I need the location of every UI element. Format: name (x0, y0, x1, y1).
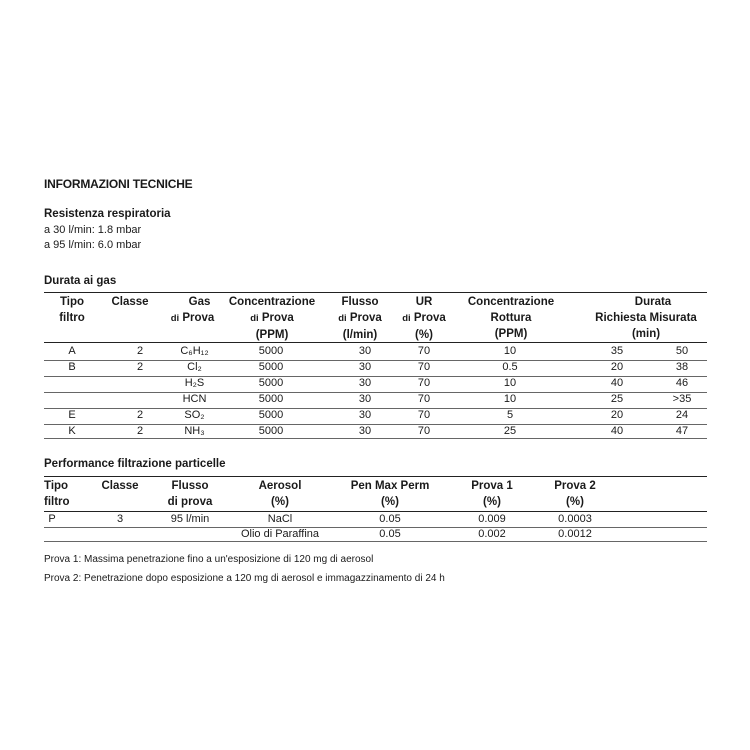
gas-cell-richiesta: 25 (610, 393, 624, 405)
footnote-prova-2: Prova 2: Penetrazione dopo esposizione a 120 mg di aerosol e immagazzinamento di 24 h (44, 573, 445, 584)
gas-cell-rottura: 25 (503, 425, 517, 437)
particle-cell-pen: 0.05 (379, 513, 401, 525)
gas-cell-conc: 5000 (258, 393, 284, 405)
gas-cell-ur: 70 (417, 425, 431, 437)
gas-cell-rottura: 10 (503, 393, 517, 405)
gas-cell-rottura: 5 (506, 409, 514, 421)
gas-header-gas: Gas di Prova (170, 296, 215, 324)
particle-cell-aerosol: Olio di Paraffina (240, 528, 320, 540)
gas-cell-classe: 2 (136, 345, 144, 357)
gas-table-top-rule (44, 292, 707, 293)
gas-cell-richiesta: 20 (610, 409, 624, 421)
particle-cell-aerosol: NaCl (267, 513, 293, 525)
gas-cell-gas: SO₂ (184, 409, 205, 421)
gas-cell-richiesta: 40 (610, 425, 624, 437)
particle-cell-p2: 0.0003 (558, 513, 592, 525)
gas-cell-gas: NH₃ (184, 425, 205, 437)
gas-cell-rottura: 10 (503, 377, 517, 389)
particle-header-tipo: Tipo filtro (44, 480, 70, 508)
particle-table-heading: Performance filtrazione particelle (44, 458, 226, 470)
resistance-line-95: a 95 l/min: 6.0 mbar (44, 239, 142, 251)
gas-cell-tipo: K (68, 425, 76, 437)
gas-header-classe: Classe (111, 296, 149, 308)
gas-cell-gas: H₂S (184, 377, 205, 389)
particle-table-bottom-rule (44, 541, 707, 542)
gas-cell-ur: 70 (417, 361, 431, 373)
gas-cell-gas: C₆H₁₂ (180, 345, 209, 357)
particle-table-top-rule (44, 476, 707, 477)
gas-cell-tipo: B (68, 361, 76, 373)
gas-cell-rottura: 0.5 (502, 361, 518, 373)
gas-header-flusso: Flusso di Prova (l/min) (338, 296, 382, 341)
gas-cell-rottura: 10 (503, 345, 517, 357)
particle-header-flusso: Flusso di prova (167, 480, 213, 508)
gas-header-durata: Durata Richiesta Misurata (min) (595, 296, 697, 340)
gas-cell-ur: 70 (417, 393, 431, 405)
gas-cell-classe: 2 (136, 361, 144, 373)
gas-cell-tipo: A (68, 345, 76, 357)
gas-cell-gas: HCN (182, 393, 207, 405)
gas-cell-misurata: 50 (675, 345, 689, 357)
gas-cell-misurata: 24 (675, 409, 689, 421)
gas-cell-flusso: 30 (358, 425, 372, 437)
gas-cell-flusso: 30 (358, 393, 372, 405)
gas-cell-flusso: 30 (358, 377, 372, 389)
resistance-line-30: a 30 l/min: 1.8 mbar (44, 224, 142, 236)
particle-header-classe: Classe (101, 480, 139, 492)
gas-cell-gas: Cl₂ (187, 361, 202, 373)
particle-cell-p1: 0.009 (478, 513, 506, 525)
gas-cell-ur: 70 (417, 345, 431, 357)
gas-cell-richiesta: 20 (610, 361, 624, 373)
particle-header-prova1: Prova 1 (%) (471, 480, 513, 508)
gas-cell-flusso: 30 (358, 409, 372, 421)
particle-cell-pen: 0.05 (379, 528, 401, 540)
particle-table-header-rule (44, 511, 707, 512)
resistance-heading: Resistenza respiratoria (44, 208, 171, 220)
gas-table-heading: Durata ai gas (44, 275, 117, 287)
gas-cell-classe: 2 (136, 409, 144, 421)
gas-cell-tipo: E (68, 409, 76, 421)
gas-header-ur: UR di Prova (%) (402, 296, 446, 341)
gas-cell-flusso: 30 (358, 345, 372, 357)
gas-cell-conc: 5000 (258, 425, 284, 437)
gas-cell-misurata: 47 (675, 425, 689, 437)
footnote-prova-1: Prova 1: Massima penetrazione fino a un'esposizione di 120 mg di aerosol (44, 554, 374, 565)
page-title: INFORMAZIONI TECNICHE (44, 177, 193, 191)
gas-table-header-rule (44, 342, 707, 343)
gas-header-tipo: Tipo filtro (59, 296, 85, 324)
gas-cell-ur: 70 (417, 377, 431, 389)
gas-cell-richiesta: 40 (610, 377, 624, 389)
gas-header-rottura: Concentrazione Rottura (PPM) (467, 296, 555, 340)
particle-header-aerosol: Aerosol (%) (258, 480, 302, 508)
gas-cell-conc: 5000 (258, 345, 284, 357)
particle-cell-flusso: 95 l/min (170, 513, 210, 525)
gas-cell-conc: 5000 (258, 361, 284, 373)
gas-cell-ur: 70 (417, 409, 431, 421)
gas-cell-conc: 5000 (258, 377, 284, 389)
particle-cell-tipo: P (48, 513, 56, 525)
gas-cell-flusso: 30 (358, 361, 372, 373)
gas-cell-misurata: 46 (675, 377, 689, 389)
gas-cell-classe: 2 (136, 425, 144, 437)
particle-header-prova2: Prova 2 (%) (554, 480, 596, 508)
particle-cell-p1: 0.002 (478, 528, 506, 540)
gas-header-concentrazione: Concentrazione di Prova (PPM) (228, 296, 316, 341)
particle-header-pen: Pen Max Perm (%) (350, 480, 430, 508)
gas-cell-misurata: >35 (672, 393, 692, 405)
gas-cell-misurata: 38 (675, 361, 689, 373)
particle-cell-classe: 3 (116, 513, 124, 525)
particle-cell-p2: 0.0012 (558, 528, 592, 540)
gas-table-bottom-rule (44, 438, 707, 439)
gas-cell-richiesta: 35 (610, 345, 624, 357)
gas-cell-conc: 5000 (258, 409, 284, 421)
